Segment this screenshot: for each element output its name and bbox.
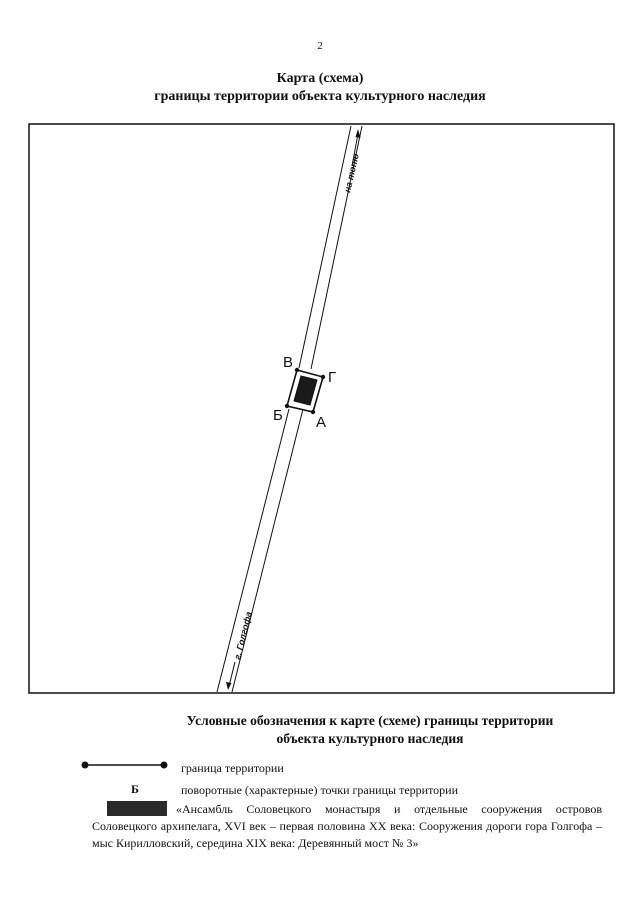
- point-b-label: Б: [273, 407, 283, 424]
- legend-title: [110, 712, 630, 748]
- document-title-line-2: границы территории объекта культурного наследия: [154, 89, 486, 104]
- boundary-line-icon: [80, 758, 170, 772]
- point-v-label: В: [283, 354, 294, 371]
- point-v-marker: [295, 368, 299, 372]
- legend-points-text: поворотные (характерные) точки границы территории: [181, 783, 459, 797]
- point-g-label: Г: [328, 369, 337, 386]
- road-edge-left-south: [217, 409, 289, 692]
- heritage-object: [294, 376, 317, 405]
- legend-title-line-2: объекта культурного наследия: [276, 731, 464, 746]
- document-title-line-1: Карта (схема): [276, 71, 364, 86]
- point-a-label: А: [316, 414, 327, 431]
- road-label-north: на тоню: [342, 152, 361, 194]
- legend-object-description: «Ансамбль Соловецкого монастыря и отдельные сооружения островов Соловецкого архипелага, XVI век – первая половина XX века: Сооружения дороги гора Голгофа – мыс Кирилловский, середина XIX века: Деревянный мост № 3»: [92, 802, 602, 850]
- road-edge-left-north: [299, 126, 351, 368]
- point-a-marker: [311, 410, 315, 414]
- point-g-marker: [321, 375, 325, 379]
- legend-boundary-text: граница территории: [181, 761, 284, 775]
- road-label-south: г. Голгофа: [232, 610, 254, 661]
- point-b-marker: [285, 404, 289, 408]
- page-number: 2: [317, 40, 323, 52]
- legend-title-line-1: Условные обозначения к карте (схеме) границы территории: [186, 713, 554, 728]
- map-border: [29, 124, 614, 693]
- legend-point-letter: Б: [131, 782, 139, 796]
